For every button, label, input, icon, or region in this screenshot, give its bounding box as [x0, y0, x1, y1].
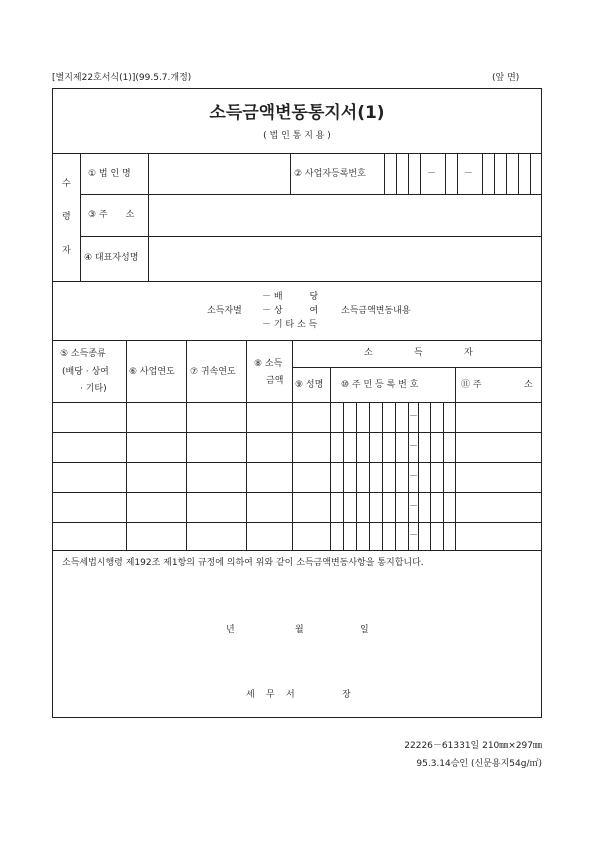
notice-text: 소득세법시행령 제192조 제1항의 규정에 의하여 위와 같이 소득금액변동사항을 통지합니다.: [62, 558, 424, 568]
col-address-header: 소: [524, 380, 533, 390]
recipient-label-char: 수: [62, 179, 71, 189]
id-dash: －: [409, 502, 419, 512]
tax-office-char: 무: [266, 690, 275, 700]
id-dash: －: [409, 442, 419, 452]
col-attribution-year-header: ⑦ 귀속연도: [190, 367, 236, 377]
col-income-type-header: · 기타): [80, 384, 107, 394]
col-address-header: ⑪ 주: [461, 380, 482, 390]
col-income-type-header: ⑤ 소득종류: [60, 349, 106, 359]
col-income-amount-header: ⑧ 소득: [254, 359, 283, 369]
date-char-year: 년: [226, 625, 235, 635]
income-type-item: － 배 당: [262, 292, 319, 302]
rep-name-label: ④ 대표자성명: [84, 253, 139, 263]
date-char-month: 월: [295, 625, 304, 635]
recipient-label-char: 자: [62, 246, 71, 256]
biz-no-dash: －: [427, 169, 437, 179]
earner-header-char: 득: [414, 348, 423, 358]
income-type-item: － 상 여: [262, 306, 319, 316]
tax-office-char: 서: [286, 690, 295, 700]
corp-name-field[interactable]: [149, 154, 289, 193]
form-title: 소득금액변동통지서(1): [209, 103, 385, 123]
col-business-year-header: ⑥ 사업연도: [129, 367, 175, 377]
biz-no-field[interactable]: [385, 154, 541, 193]
address-label: ③ 주 소: [88, 210, 135, 220]
id-dash: －: [409, 472, 419, 482]
id-dash: －: [409, 531, 419, 541]
recipient-label-char: 령: [62, 212, 71, 222]
footer-form-code: 22226－61331일 210㎜×297㎜: [404, 741, 542, 751]
income-type-item: － 기 타 소 득: [262, 320, 318, 330]
col-income-type-header: (배당 · 상여: [62, 367, 109, 377]
col-income-amount-header: 금액: [266, 376, 284, 386]
footer-approval: 95.3.14승인 (신문용지54g/㎡): [416, 759, 542, 769]
form-subtitle: ( 법 인 통 지 용 ): [263, 131, 331, 141]
date-char-day: 일: [360, 625, 369, 635]
address-field[interactable]: [149, 195, 541, 235]
col-name-header: ⑨ 성명: [295, 380, 324, 390]
earner-header-char: 소: [364, 348, 373, 358]
corp-name-label: ① 법 인 명: [88, 169, 131, 179]
biz-no-dash: －: [464, 169, 474, 179]
tax-office-head: 장: [342, 690, 351, 700]
col-resident-no-header: ⑩ 주 민 등 록 번 호: [341, 380, 419, 390]
biz-no-label: ② 사업자등록번호: [294, 169, 366, 179]
earner-header-char: 자: [464, 348, 473, 358]
income-types-left-label: 소득자별: [207, 306, 242, 316]
page-side-label: (앞 면): [492, 73, 520, 83]
tax-office-char: 세: [246, 690, 255, 700]
rep-name-field[interactable]: [149, 237, 541, 280]
income-types-right-label: 소득금액변동내용: [341, 306, 411, 316]
id-dash: －: [409, 412, 419, 422]
form-number: [별지제22호서식(1)](99.5.7.개정): [52, 73, 192, 83]
